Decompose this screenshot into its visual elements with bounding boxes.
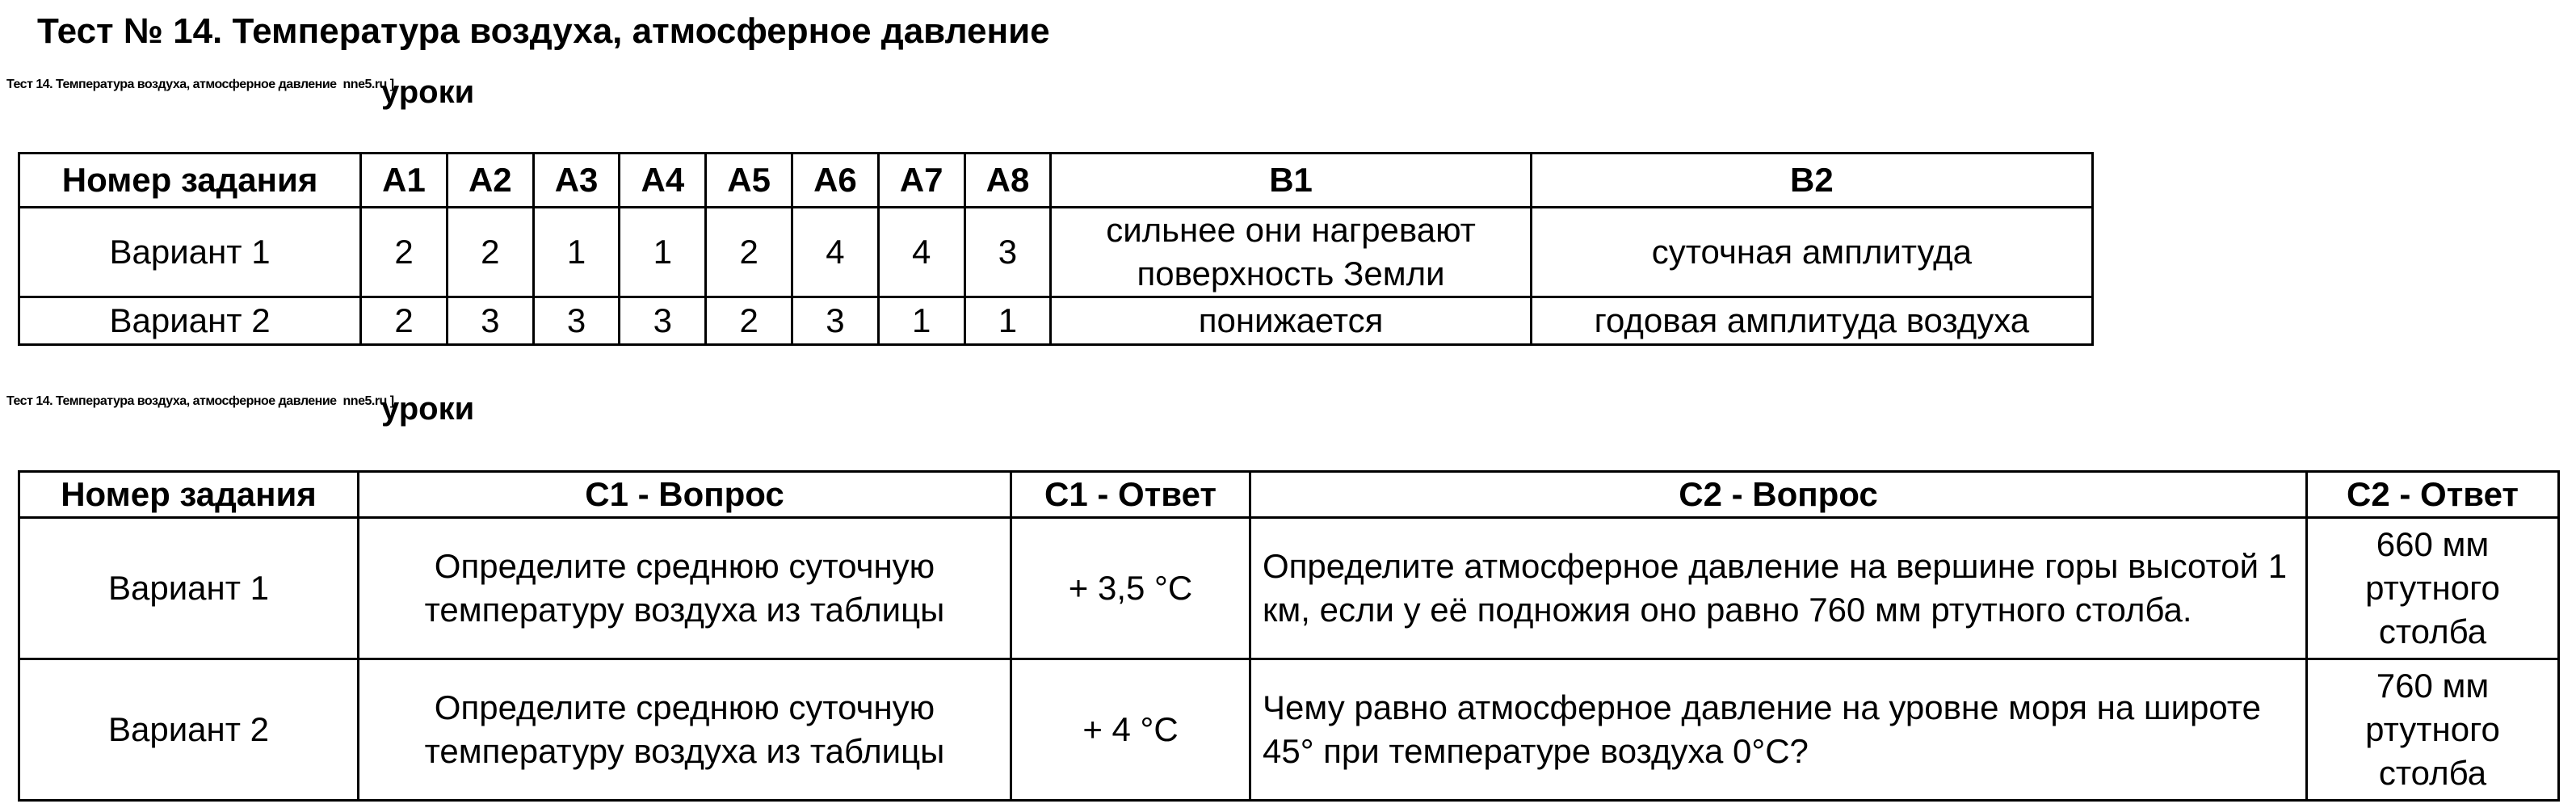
header-cell: С1 - Вопрос xyxy=(359,472,1011,518)
c1-answer: + 3,5 °С xyxy=(1011,518,1250,659)
answer-cell: 3 xyxy=(447,297,533,345)
answers-table-part-a-b xyxy=(18,152,2094,346)
running-header-1 xyxy=(6,78,394,92)
answer-cell: 1 xyxy=(878,297,964,345)
answers-table-part-c xyxy=(18,470,2560,802)
header-cell: Номер задания xyxy=(19,154,361,208)
header-cell: А6 xyxy=(792,154,879,208)
answer-cell: 2 xyxy=(447,208,533,297)
table-header-row xyxy=(19,154,2093,208)
b1-answer: понижается xyxy=(1051,297,1531,345)
c2-question: Чему равно атмосферное давление на уровне моря на широте 45° при температуре воздуха 0°С? xyxy=(1250,659,2307,801)
variant-label: Вариант 1 xyxy=(19,208,361,297)
table-header-row xyxy=(19,472,2559,518)
variant-label: Вариант 1 xyxy=(19,518,359,659)
header-cell: А7 xyxy=(878,154,964,208)
running-header-text: Тест 14. Температура воздуха, атмосферное давление xyxy=(6,394,337,408)
c2-question: Определите атмосферное давление на вершине горы высотой 1 км, если у её подножия оно равно 760 мм ртутного столба. xyxy=(1250,518,2307,659)
table-row xyxy=(19,518,2559,659)
running-header-2 xyxy=(6,394,394,409)
variant-label: Вариант 2 xyxy=(19,659,359,801)
answer-cell: 1 xyxy=(964,297,1051,345)
header-cell: С2 - Ответ xyxy=(2307,472,2559,518)
answer-cell: 3 xyxy=(792,297,879,345)
running-header-word: уроки xyxy=(381,74,475,110)
c1-question: Определите среднюю суточную температуру воздуха из таблицы xyxy=(359,659,1011,801)
answer-cell: 1 xyxy=(533,208,620,297)
answer-cell: 2 xyxy=(706,297,792,345)
answer-cell: 3 xyxy=(620,297,706,345)
header-cell: В1 xyxy=(1051,154,1531,208)
running-header-word: уроки xyxy=(381,391,475,427)
header-cell: А2 xyxy=(447,154,533,208)
b2-answer: годовая амплитуда воздуха xyxy=(1531,297,2092,345)
page-title: Тест № 14. Температура воздуха, атмосферное давление xyxy=(37,11,1050,51)
c1-question: Определите среднюю суточную температуру воздуха из таблицы xyxy=(359,518,1011,659)
header-cell: Номер задания xyxy=(19,472,359,518)
answer-cell: 3 xyxy=(533,297,620,345)
answer-cell: 4 xyxy=(878,208,964,297)
header-cell: А4 xyxy=(620,154,706,208)
header-cell: А1 xyxy=(361,154,448,208)
header-cell: А3 xyxy=(533,154,620,208)
answer-cell: 2 xyxy=(361,208,448,297)
header-cell: В2 xyxy=(1531,154,2092,208)
answer-cell: 2 xyxy=(361,297,448,345)
c1-answer: + 4 °С xyxy=(1011,659,1250,801)
header-cell: А5 xyxy=(706,154,792,208)
c2-answer: 660 мм ртутного столба xyxy=(2307,518,2559,659)
b2-answer: суточная амплитуда xyxy=(1531,208,2092,297)
b1-answer: сильнее они нагревают поверхность Земли xyxy=(1051,208,1531,297)
c2-answer: 760 мм ртутного столба xyxy=(2307,659,2559,801)
running-header-site: nne5.ru ] xyxy=(342,78,394,91)
header-cell: А8 xyxy=(964,154,1051,208)
table-row xyxy=(19,659,2559,801)
running-header-site: nne5.ru ] xyxy=(342,394,394,408)
header-cell: С2 - Вопрос xyxy=(1250,472,2307,518)
answer-cell: 1 xyxy=(620,208,706,297)
running-header-text: Тест 14. Температура воздуха, атмосферное давление xyxy=(6,78,337,91)
answer-cell: 4 xyxy=(792,208,879,297)
header-cell: С1 - Ответ xyxy=(1011,472,1250,518)
table-row xyxy=(19,297,2093,345)
answer-cell: 3 xyxy=(964,208,1051,297)
table-row xyxy=(19,208,2093,297)
answer-cell: 2 xyxy=(706,208,792,297)
variant-label: Вариант 2 xyxy=(19,297,361,345)
